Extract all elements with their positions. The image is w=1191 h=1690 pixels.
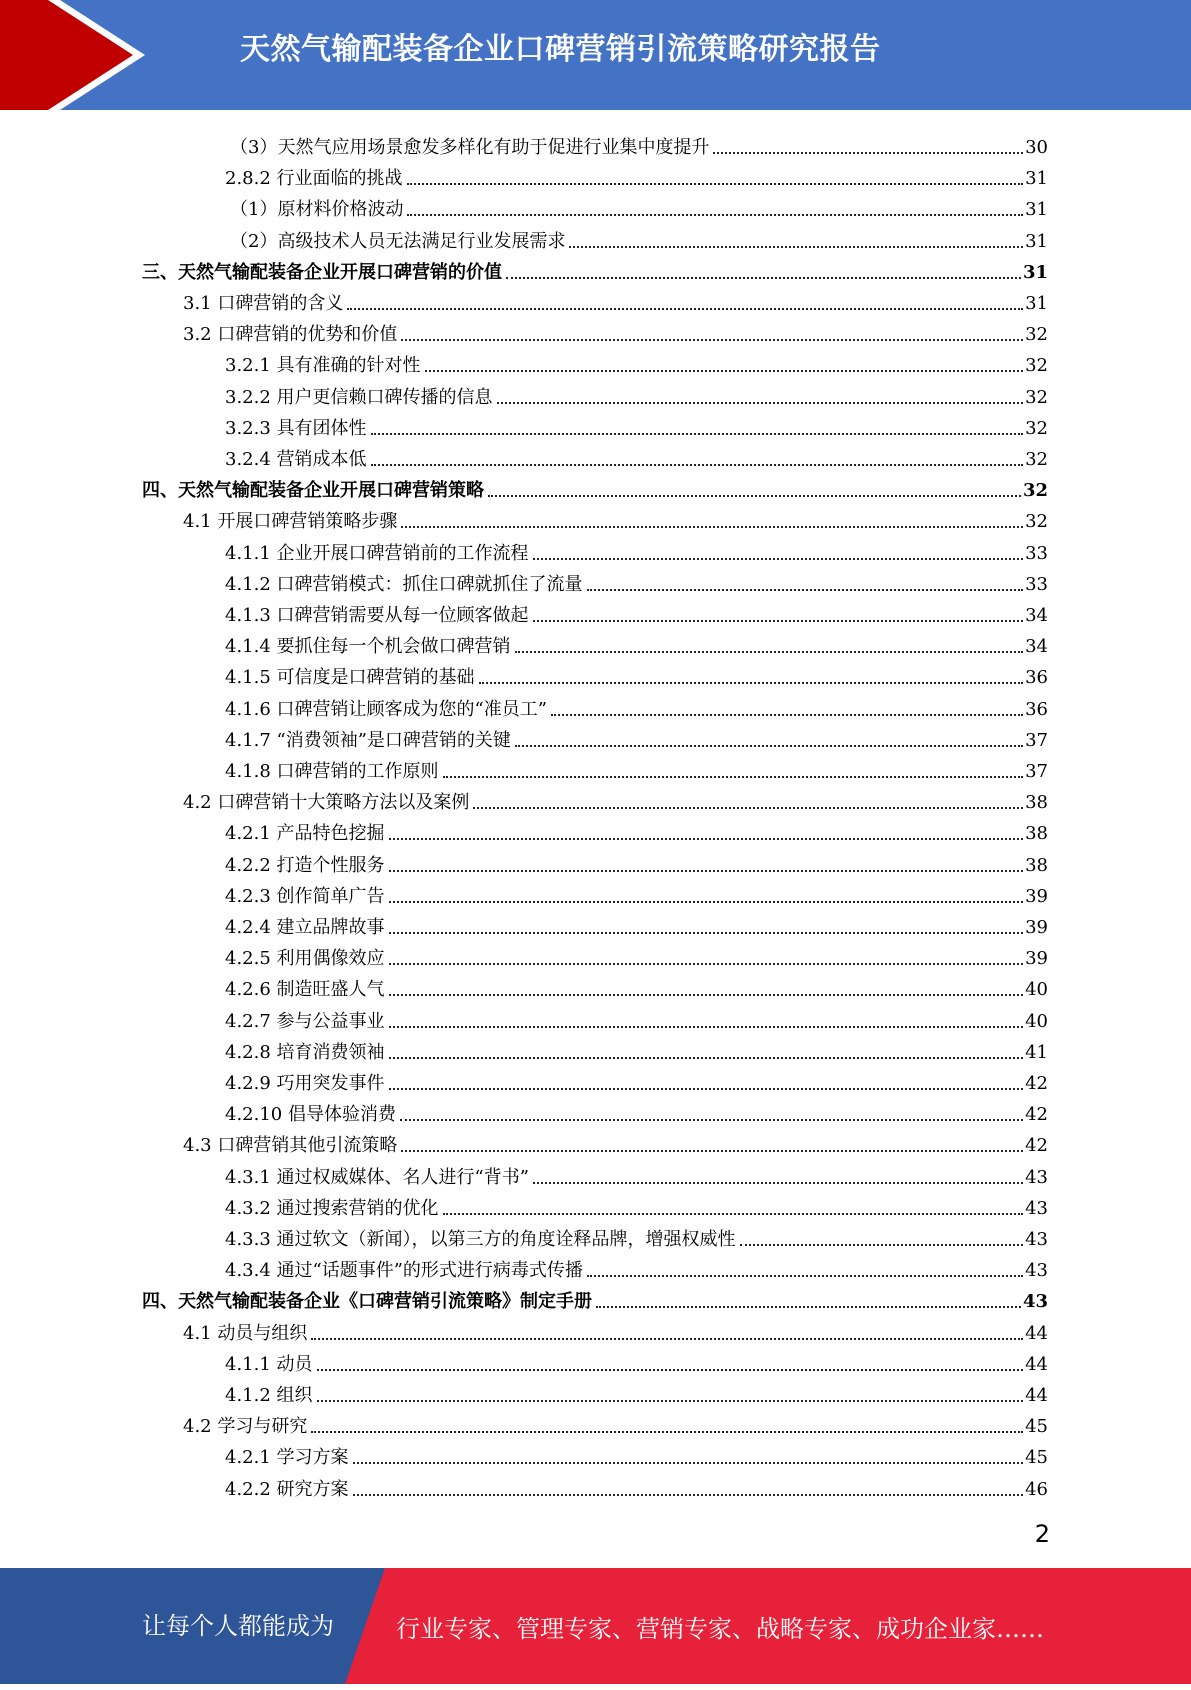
toc-entry-page: 39 <box>1025 885 1048 907</box>
toc-entry[interactable] <box>230 222 1048 253</box>
toc-entry-page: 44 <box>1025 1322 1048 1344</box>
toc-entry[interactable] <box>183 1407 1048 1438</box>
toc-entry[interactable] <box>225 1470 1048 1501</box>
toc-entry[interactable] <box>225 159 1048 190</box>
toc-dot-leader <box>353 1462 1024 1464</box>
toc-entry-title: 3.1 口碑营销的含义 <box>183 293 344 314</box>
toc-entry-page: 46 <box>1025 1478 1048 1500</box>
toc-entry-page: 32 <box>1025 511 1048 533</box>
toc-entry[interactable] <box>225 752 1048 783</box>
toc-entry-page: 39 <box>1025 917 1048 938</box>
toc-entry-title: 4.1.1 企业开展口碑营销前的工作流程 <box>225 542 529 564</box>
toc-entry-page: 31 <box>1025 168 1048 190</box>
toc-entry[interactable] <box>225 534 1048 565</box>
toc-entry-page: 42 <box>1025 1073 1048 1094</box>
toc-entry-page: 33 <box>1025 573 1048 595</box>
footer-slogan-left: 让每个人都能成为 <box>142 1612 334 1640</box>
toc-dot-leader <box>515 651 1024 653</box>
toc-dot-leader <box>407 214 1023 216</box>
toc-dot-leader <box>317 1369 1024 1371</box>
toc-dot-leader <box>389 1057 1024 1059</box>
toc-entry-title: 2.8.2 行业面临的挑战 <box>225 168 403 190</box>
toc-dot-leader <box>389 870 1024 872</box>
toc-entry-title: 4.1.5 可信度是口碑营销的基础 <box>225 667 475 689</box>
toc-entry[interactable] <box>225 846 1048 877</box>
toc-entry[interactable] <box>225 658 1048 689</box>
toc-entry[interactable] <box>225 1158 1048 1189</box>
toc-entry-page: 37 <box>1025 729 1048 751</box>
toc-dot-leader <box>389 963 1024 965</box>
toc-dot-leader <box>401 1150 1023 1152</box>
toc-entry-title: 4.1.7 “消费领袖”是口碑营销的关键 <box>225 729 511 751</box>
toc-entry-title: 4.1.3 口碑营销需要从每一位顾客做起 <box>225 605 529 626</box>
toc-entry-page: 33 <box>1025 542 1048 564</box>
toc-dot-leader <box>353 1494 1024 1496</box>
toc-dot-leader <box>488 495 1021 497</box>
toc-entry-title: 4.2.1 产品特色挖掘 <box>225 823 385 845</box>
toc-entry-title: 4.1.6 口碑营销让顾客成为您的“准员工” <box>225 698 547 720</box>
toc-dot-leader <box>389 1026 1024 1028</box>
toc-entry-title: 4.2.6 制造旺盛人气 <box>225 979 385 1001</box>
toc-entry-title: 4.1.4 要抓住每一个机会做口碑营销 <box>225 636 511 658</box>
toc-entry[interactable] <box>225 596 1048 627</box>
toc-entry-title: 4.2.10 倡导体验消费 <box>225 1104 396 1126</box>
toc-entry[interactable] <box>225 690 1048 721</box>
toc-entry-page: 31 <box>1022 261 1048 283</box>
toc-entry-title: 4.2.3 创作简单广告 <box>225 885 385 907</box>
toc-entry-title: 4.1 动员与组织 <box>183 1322 308 1344</box>
toc-entry-page: 31 <box>1025 199 1048 221</box>
toc-entry-page: 37 <box>1025 761 1048 782</box>
toc-entry[interactable] <box>225 627 1048 658</box>
toc-entry-page: 40 <box>1025 979 1048 1001</box>
footer-banner <box>0 1568 1191 1684</box>
toc-entry-page: 43 <box>1025 1166 1048 1188</box>
toc-dot-leader <box>479 682 1024 684</box>
toc-entry-page: 38 <box>1025 823 1048 845</box>
toc-chapter-entry[interactable] <box>142 253 1048 284</box>
toc-entry[interactable] <box>225 939 1048 970</box>
toc-dot-leader <box>443 776 1024 778</box>
toc-entry-page: 34 <box>1025 636 1048 658</box>
toc-dot-leader <box>401 526 1023 528</box>
toc-chapter-entry[interactable] <box>142 471 1048 502</box>
toc-entry-title: 4.3.4 通过“话题事件”的形式进行病毒式传播 <box>225 1260 583 1282</box>
toc-entry-page: 34 <box>1025 605 1048 626</box>
toc-entry-page: 45 <box>1025 1416 1048 1438</box>
toc-entry[interactable] <box>225 814 1048 845</box>
toc-dot-leader <box>587 1275 1023 1277</box>
toc-entry-title: 4.3.3 通过软文（新闻），以第三方的角度诠释品牌，增强权威性 <box>225 1229 736 1250</box>
toc-entry-title: 4.3 口碑营销其他引流策略 <box>183 1135 398 1157</box>
toc-entry-page: 32 <box>1025 324 1048 346</box>
toc-entry-title: 4.1.8 口碑营销的工作原则 <box>225 761 439 782</box>
toc-entry-title: 3.2.3 具有团体性 <box>225 417 367 439</box>
toc-dot-leader <box>389 838 1024 840</box>
toc-entry-page: 31 <box>1025 293 1048 314</box>
toc-entry[interactable] <box>225 565 1048 596</box>
toc-dot-leader <box>740 1244 1024 1246</box>
page-number: 2 <box>1034 1520 1050 1548</box>
toc-entry-title: 三、天然气输配装备企业开展口碑营销的价值 <box>142 261 502 283</box>
toc-entry-title: 4.2 口碑营销十大策略方法以及案例 <box>183 792 470 814</box>
toc-entry-page: 45 <box>1025 1447 1048 1469</box>
toc-entry-page: 31 <box>1025 230 1048 252</box>
toc-entry[interactable] <box>225 1064 1048 1095</box>
toc-entry[interactable] <box>225 409 1048 440</box>
toc-dot-leader <box>389 1088 1024 1090</box>
toc-entry-page: 36 <box>1025 698 1048 720</box>
toc-entry-title: 四、天然气输配装备企业《口碑营销引流策略》制定手册 <box>142 1291 592 1313</box>
toc-entry-page: 38 <box>1025 792 1048 814</box>
toc-dot-leader <box>596 1306 1021 1308</box>
toc-dot-leader <box>311 1431 1023 1433</box>
toc-entry[interactable] <box>225 1251 1048 1282</box>
toc-entry[interactable] <box>225 908 1048 939</box>
toc-entry-title: 4.2.1 学习方案 <box>225 1447 349 1469</box>
toc-entry[interactable] <box>183 502 1048 533</box>
toc-entry[interactable] <box>225 970 1048 1001</box>
toc-entry-title: 4.2.4 建立品牌故事 <box>225 917 385 938</box>
toc-dot-leader <box>389 932 1024 934</box>
toc-entry-page: 30 <box>1025 137 1048 158</box>
toc-entry[interactable] <box>225 1189 1048 1220</box>
toc-dot-leader <box>497 402 1024 404</box>
toc-dot-leader <box>587 589 1024 591</box>
toc-entry-title: 4.3.2 通过搜索营销的优化 <box>225 1197 439 1219</box>
toc-entry[interactable] <box>183 1314 1048 1345</box>
toc-dot-leader <box>389 901 1024 903</box>
toc-entry-page: 32 <box>1025 386 1048 408</box>
toc-dot-leader <box>401 339 1023 341</box>
toc-entry[interactable] <box>225 1345 1048 1376</box>
toc-entry-page: 44 <box>1025 1385 1048 1406</box>
toc-entry-page: 32 <box>1025 355 1048 377</box>
toc-entry-page: 40 <box>1025 1010 1048 1032</box>
toc-entry-title: 4.1.1 动员 <box>225 1353 313 1375</box>
toc-entry-page: 43 <box>1022 1291 1048 1313</box>
toc-chapter-entry[interactable] <box>142 1282 1048 1313</box>
toc-entry[interactable] <box>225 1220 1048 1251</box>
toc-entry[interactable] <box>225 378 1048 409</box>
toc-dot-leader <box>347 308 1023 310</box>
toc-entry[interactable] <box>225 440 1048 471</box>
toc-entry[interactable] <box>183 1126 1048 1157</box>
toc-entry-page: 43 <box>1025 1229 1048 1250</box>
toc-dot-leader <box>551 714 1023 716</box>
toc-entry-title: 4.1 开展口碑营销策略步骤 <box>183 511 398 533</box>
toc-entry-page: 43 <box>1025 1260 1048 1282</box>
toc-entry-title: （3）天然气应用场景愈发多样化有助于促进行业集中度提升 <box>230 137 710 158</box>
toc-entry[interactable] <box>225 1376 1048 1407</box>
toc-entry-title: （2）高级技术人员无法满足行业发展需求 <box>230 230 566 252</box>
toc-entry[interactable] <box>225 877 1048 908</box>
toc-entry-page: 32 <box>1022 480 1048 502</box>
toc-entry-title: 4.2 学习与研究 <box>183 1416 308 1438</box>
footer-slogan-right: 行业专家、管理专家、营销专家、战略专家、成功企业家…… <box>396 1615 1044 1643</box>
toc-entry-page: 44 <box>1025 1353 1048 1375</box>
toc-entry-page: 32 <box>1025 417 1048 439</box>
toc-entry[interactable] <box>230 128 1048 159</box>
toc-entry[interactable] <box>225 346 1048 377</box>
toc-dot-leader <box>311 1338 1023 1340</box>
toc-entry-title: 4.3.1 通过权威媒体、名人进行“背书” <box>225 1166 529 1188</box>
toc-dot-leader <box>515 745 1023 747</box>
toc-dot-leader <box>400 1119 1023 1121</box>
toc-dot-leader <box>443 1213 1024 1215</box>
toc-entry-title: 4.1.2 口碑营销模式：抓住口碑就抓住了流量 <box>225 573 583 595</box>
toc-entry-title: 4.2.7 参与公益事业 <box>225 1010 385 1032</box>
toc-entry-page: 42 <box>1025 1104 1048 1126</box>
toc-dot-leader <box>533 1182 1023 1184</box>
toc-entry[interactable] <box>225 1033 1048 1064</box>
toc-entry-title: （1）原材料价格波动 <box>230 199 404 221</box>
toc-entry-title: 4.2.8 培育消费领袖 <box>225 1041 385 1063</box>
toc-entry-title: 3.2 口碑营销的优势和价值 <box>183 324 398 346</box>
toc-entry[interactable] <box>183 284 1048 315</box>
toc-entry-page: 36 <box>1025 667 1048 689</box>
toc-entry-title: 4.1.2 组织 <box>225 1385 313 1406</box>
toc-entry[interactable] <box>230 190 1048 221</box>
toc-entry[interactable] <box>225 721 1048 752</box>
toc-dot-leader <box>371 433 1024 435</box>
report-title: 天然气输配装备企业口碑营销引流策略研究报告 <box>240 32 881 67</box>
toc-dot-leader <box>473 807 1023 809</box>
toc-entry-page: 42 <box>1025 1135 1048 1157</box>
toc-entry-page: 39 <box>1025 948 1048 970</box>
toc-dot-leader <box>713 152 1023 154</box>
toc-entry-title: 3.2.1 具有准确的针对性 <box>225 355 421 377</box>
header-banner <box>0 0 1191 110</box>
toc-entry[interactable] <box>225 1438 1048 1469</box>
toc-dot-leader <box>533 620 1024 622</box>
toc-dot-leader <box>371 464 1024 466</box>
toc-entry[interactable] <box>225 1002 1048 1033</box>
toc-entry-title: 4.2.2 研究方案 <box>225 1478 349 1500</box>
toc-dot-leader <box>506 277 1021 279</box>
toc-entry-page: 38 <box>1025 854 1048 876</box>
toc-entry[interactable] <box>183 783 1048 814</box>
toc-entry-title: 3.2.2 用户更信赖口碑传播的信息 <box>225 386 493 408</box>
toc-dot-leader <box>533 558 1024 560</box>
toc-dot-leader <box>317 1400 1024 1402</box>
toc-entry[interactable] <box>183 315 1048 346</box>
toc-dot-leader <box>425 370 1024 372</box>
toc-entry-title: 3.2.4 营销成本低 <box>225 449 367 470</box>
toc-entry-page: 32 <box>1025 449 1048 470</box>
toc-dot-leader <box>389 994 1024 996</box>
toc-entry-title: 4.2.2 打造个性服务 <box>225 854 385 876</box>
toc-entry[interactable] <box>225 1095 1048 1126</box>
toc-entry-page: 43 <box>1025 1197 1048 1219</box>
toc-dot-leader <box>407 183 1024 185</box>
toc-entry-title: 4.2.5 利用偶像效应 <box>225 948 385 970</box>
toc-entry-page: 41 <box>1025 1041 1048 1063</box>
toc-entry-title: 四、天然气输配装备企业开展口碑营销策略 <box>142 480 484 502</box>
toc-entry-title: 4.2.9 巧用突发事件 <box>225 1073 385 1094</box>
toc-dot-leader <box>569 246 1023 248</box>
